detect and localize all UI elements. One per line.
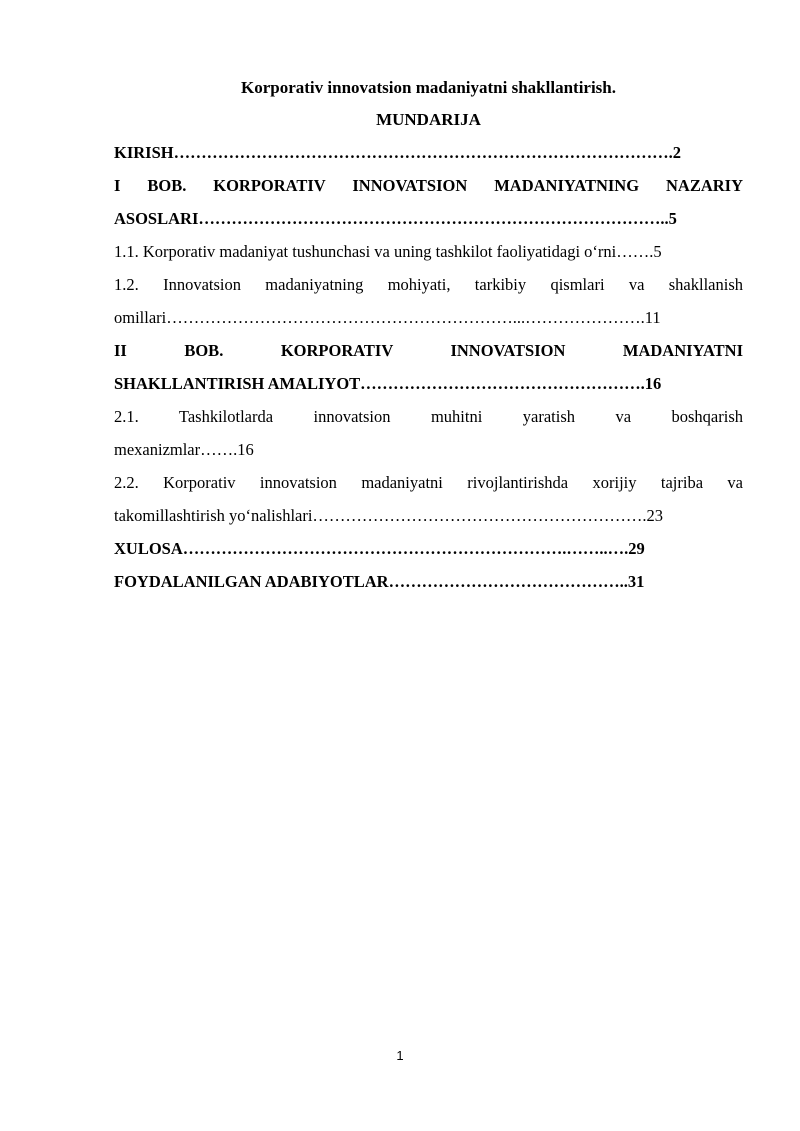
page-number: 1 bbox=[396, 1048, 404, 1063]
toc-entry-section-2-2-line-1: 2.2. Korporativ innovatsion madaniyatni rivojlantirishda xorijiy tajriba va bbox=[114, 473, 743, 492]
document-title: Korporativ innovatsion madaniyatni shakllantirish. bbox=[240, 78, 617, 97]
toc-entry-chapter-2-line-1: II BOB. KORPORATIV INNOVATSION MADANIYATNI bbox=[114, 341, 743, 360]
toc-entry-section-1-1: 1.1. Korporativ madaniyat tushunchasi va uning tashkilot faoliyatidagi o‘rni…….5 bbox=[114, 242, 662, 261]
toc-heading: MUNDARIJA bbox=[376, 110, 481, 129]
toc-entry-chapter-1-line-2: ASOSLARI…………………………………………………………………………..5 bbox=[114, 209, 677, 228]
toc-entry-section-2-1-line-2: mexanizmlar…….16 bbox=[114, 440, 254, 459]
toc-entry-section-2-1-line-1: 2.1. Tashkilotlarda innovatsion muhitni yaratish va boshqarish bbox=[114, 407, 743, 426]
toc-entry-section-1-2-line-1: 1.2. Innovatsion madaniyatning mohiyati, tarkibiy qismlari va shakllanish bbox=[114, 275, 743, 294]
toc-entry-references: FOYDALANILGAN ADABIYOTLAR……………………………………..31 bbox=[114, 572, 645, 591]
toc-entry-chapter-1-line-1: I BOB. KORPORATIV INNOVATSION MADANIYATNING NAZARIY bbox=[114, 176, 743, 195]
toc-entry-xulosa: XULOSA…………………………………………………………….……..….29 bbox=[114, 539, 645, 558]
toc-entry-chapter-2-line-2: SHAKLLANTIRISH AMALIYOT…………………………………………….16 bbox=[114, 374, 662, 393]
toc-entry-kirish: KIRISH……………………………………………………………………………….2 bbox=[114, 143, 681, 162]
toc-entry-section-1-2-line-2: omillari………………………………………………………...………………….11 bbox=[114, 308, 661, 327]
toc-entry-section-2-2-line-2: takomillashtirish yo‘nalishlari…………………………………………………….23 bbox=[114, 506, 664, 525]
document-page bbox=[114, 74, 743, 598]
table-of-contents bbox=[114, 136, 743, 598]
